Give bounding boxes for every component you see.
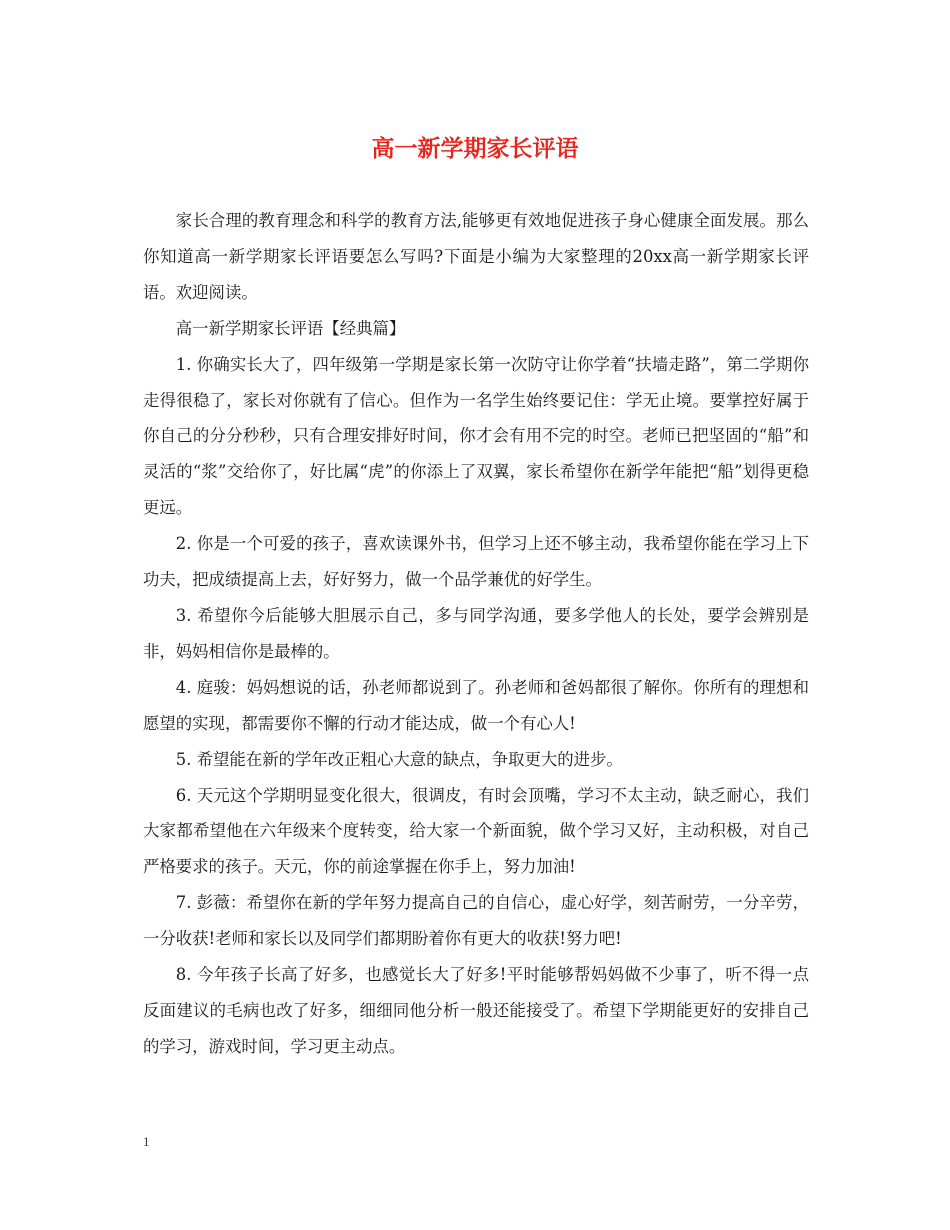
comment-paragraph-3: 3. 希望你今后能够大胆展示自己，多与同学沟通，要多学他人的长处，要学会辨别是非，妈妈相信你是最棒的。 (143, 605, 809, 661)
document-body (143, 203, 809, 1065)
comment-paragraph-5: 5. 希望能在新的学年改正粗心大意的缺点，争取更大的进步。 (175, 749, 623, 769)
document-title: 高一新学期家长评语 (371, 135, 579, 162)
comment-paragraph-4: 4. 庭骏：妈妈想说的话，孙老师都说到了。孙老师和爸妈都很了解你。你所有的理想和愿望的实现，都需要你不懈的行动才能达成，做一个有心人! (143, 677, 809, 733)
intro-paragraph: 家长合理的教育理念和科学的教育方法,能够更有效地促进孩子身心健康全面发展。那么你知道高一新学期家长评语要怎么写吗?下面是小编为大家整理的20xx高一新学期家长评语。欢迎阅读。 (143, 211, 809, 302)
comment-paragraph-7: 7. 彭薇：希望你在新的学年努力提高自己的自信心，虚心好学，刻苦耐劳，一分辛劳，一分收获!老师和家长以及同学们都期盼着你有更大的收获!努力吧! (143, 893, 809, 949)
comment-paragraph-2: 2. 你是一个可爱的孩子，喜欢读课外书，但学习上还不够主动，我希望你能在学习上下功夫，把成绩提高上去，好好努力，做一个品学兼优的好学生。 (143, 534, 809, 590)
page-number: 1 (143, 1134, 150, 1149)
section-heading: 高一新学期家长评语【经典篇】 (175, 318, 406, 338)
comment-paragraph-8: 8. 今年孩子长高了好多，也感觉长大了好多!平时能够帮妈妈做不少事了，听不得一点反面建议的毛病也改了好多，细细同他分析一般还能接受了。希望下学期能更好的安排自己的学习，游戏时间，学习更主动点。 (143, 965, 809, 1056)
comment-paragraph-1: 1. 你确实长大了，四年级第一学期是家长第一次防守让你学着“扶墙走路”，第二学期你走得很稳了，家长对你就有了信心。但作为一名学生始终要记住：学无止境。要掌控好属于你自己的分分秒秒，只有合理安排好时间，你才会有用不完的时空。老师已把坚固的“船”和灵活的“浆”交给你了，好比属“虎”的你添上了双翼，家长希望你在新学年能把“船”划得更稳更远。 (143, 354, 809, 518)
comment-paragraph-6: 6. 天元这个学期明显变化很大，很调皮，有时会顶嘴，学习不太主动，缺乏耐心，我们大家都希望他在六年级来个度转变，给大家一个新面貌，做个学习又好，主动积极，对自己严格要求的孩子。天元，你的前途掌握在你手上，努力加油! (143, 785, 809, 877)
